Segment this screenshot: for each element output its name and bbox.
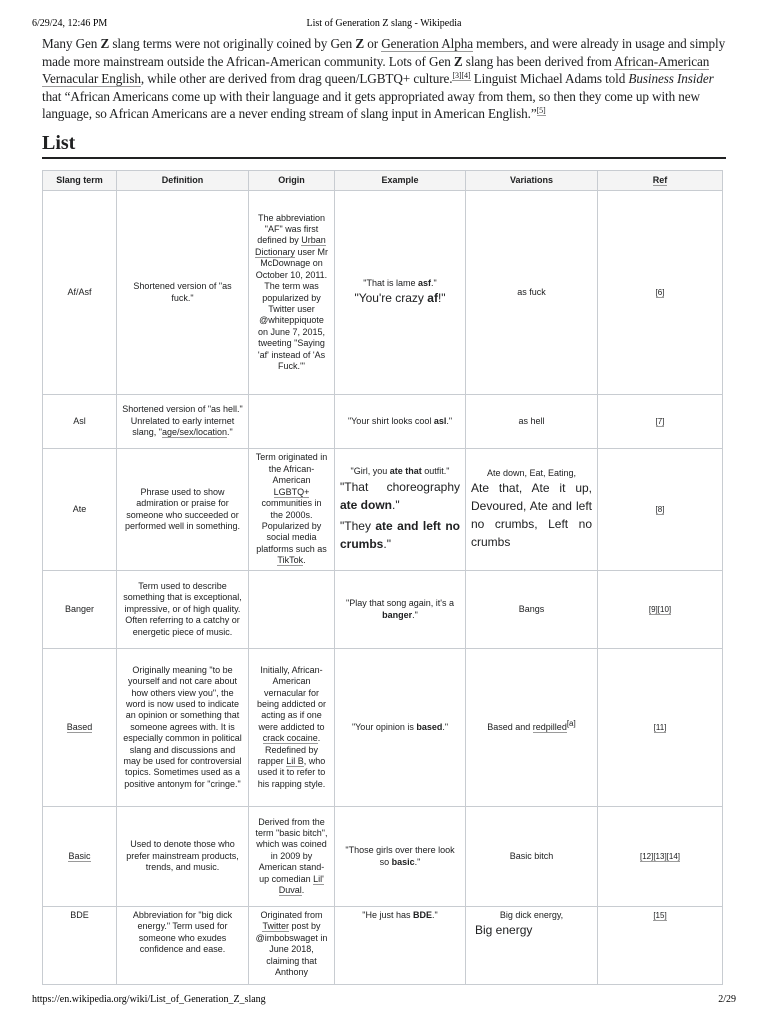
- cell-example: "Girl, you ate that outfit." "That choreography ate down." "They ate and left no crumbs.": [335, 449, 466, 571]
- cell-example: "He just has BDE.": [335, 907, 466, 985]
- table-row: [43, 449, 723, 571]
- cell-origin: [249, 571, 335, 649]
- link-lil-b[interactable]: Lil B: [286, 756, 304, 767]
- cell-term: Af/Asf: [43, 191, 117, 395]
- cell-variations: Based and redpilled[a]: [466, 649, 598, 807]
- cell-origin: The abbreviation "AF" was first defined by Urban Dictionary user Mr McDownage on October 10, 2011. The term was popularized by Twitter user @whiteppiquote on June 7, 2015, tweeting "Saying 'af' instead of 'As Fuck.'": [249, 191, 335, 395]
- cell-definition: Shortened version of "as fuck.": [117, 191, 249, 395]
- table-row: [43, 571, 723, 649]
- cell-definition: Shortened version of "as hell." Unrelated to early internet slang, "age/sex/location.": [117, 395, 249, 449]
- header-variations[interactable]: Variations: [466, 171, 598, 191]
- cell-definition: Term used to describe something that is exceptional, impressive, or of high quality. Often referring to a catchy or energetic piece of music.: [117, 571, 249, 649]
- cell-example: "Play that song again, it's a banger.": [335, 571, 466, 649]
- ref-link[interactable]: [7]: [655, 416, 665, 426]
- cell-term: [43, 807, 117, 907]
- print-page-number: 2/29: [718, 994, 736, 1005]
- cell-variations: Basic bitch: [466, 807, 598, 907]
- section-heading-list: List: [42, 132, 726, 159]
- table-row: [43, 395, 723, 449]
- cell-variations: Big dick energy, Big energy: [466, 907, 598, 985]
- cell-ref: [598, 449, 723, 571]
- link-based[interactable]: Based: [66, 721, 93, 732]
- link-generation-alpha[interactable]: Generation Alpha: [381, 36, 473, 51]
- ref-3[interactable]: [3]: [452, 70, 462, 80]
- cell-variations: Bangs: [466, 571, 598, 649]
- header-definition[interactable]: Definition: [117, 171, 249, 191]
- link-lgbtq[interactable]: LGBTQ+: [273, 486, 310, 497]
- link-crack-cocaine[interactable]: crack cocaine: [262, 733, 318, 744]
- link-aave[interactable]: African-American Vernacular English: [42, 53, 710, 87]
- header-ref[interactable]: Ref: [598, 171, 723, 191]
- note-a[interactable]: [a]: [566, 718, 576, 728]
- ref-link[interactable]: [11]: [653, 722, 667, 732]
- cell-term: Asl: [43, 395, 117, 449]
- link-age-sex-location[interactable]: age/sex/location: [161, 427, 228, 438]
- cell-origin: Derived from the term "basic bitch", which was coined in 2009 by American stand-up comedian Lil' Duval.: [249, 807, 335, 907]
- ref-link[interactable]: [12][13][14]: [639, 851, 681, 861]
- link-basic[interactable]: Basic: [68, 850, 91, 861]
- cell-term: BDE: [43, 907, 117, 985]
- header-example[interactable]: Example: [335, 171, 466, 191]
- ref-5[interactable]: [5]: [536, 105, 546, 115]
- cell-example: "That is lame asf." "You're crazy af!": [335, 191, 466, 395]
- cell-ref: [598, 907, 723, 985]
- link-tiktok[interactable]: TikTok: [277, 555, 304, 566]
- cell-definition: Abbreviation for "big dick energy." Term used for someone who exudes confidence and ease.: [117, 907, 249, 985]
- table-header-row: [43, 171, 723, 191]
- ref-link[interactable]: [6]: [655, 287, 665, 297]
- table-row: [43, 807, 723, 907]
- cell-ref: [598, 191, 723, 395]
- cell-ref: [598, 807, 723, 907]
- cell-example: "Your opinion is based.": [335, 649, 466, 807]
- business-insider-title: Business Insider: [628, 71, 714, 87]
- slang-table: [42, 170, 723, 985]
- ref-link[interactable]: [15]: [653, 911, 667, 920]
- table-row: [43, 649, 723, 807]
- cell-term: [43, 649, 117, 807]
- cell-definition: Used to denote those who prefer mainstream products, trends, and music.: [117, 807, 249, 907]
- cell-definition: Originally meaning "to be yourself and not care about how others view you", the word is now used to indicate an opinion or something that someone agrees with. It is especially common in political slang and discussions and may be used for controversial topics. Sometimes used as a positive antonym for "cringe.": [117, 649, 249, 807]
- cell-origin: Originated from Twitter post by @imbobswaget in June 2018, claiming that Anthony: [249, 907, 335, 985]
- cell-variations: Ate down, Eat, Eating, Ate that, Ate it up, Devoured, Ate and left no crumbs, Left no crumbs: [466, 449, 598, 571]
- ref-link[interactable]: [8]: [655, 504, 665, 514]
- print-page-title: List of Generation Z slang - Wikipedia: [306, 18, 462, 29]
- link-lil-duval[interactable]: Lil' Duval: [278, 873, 324, 896]
- cell-term: Ate: [43, 449, 117, 571]
- cell-ref: [598, 571, 723, 649]
- cell-example: "Those girls over there look so basic.": [335, 807, 466, 907]
- cell-origin: [249, 395, 335, 449]
- ref-4[interactable]: [4]: [461, 70, 471, 80]
- link-urban-dictionary[interactable]: Urban Dictionary: [254, 235, 326, 257]
- ref-link[interactable]: [9][10]: [648, 604, 672, 614]
- cell-ref: [598, 395, 723, 449]
- link-twitter[interactable]: Twitter: [262, 921, 289, 932]
- header-origin[interactable]: Origin: [249, 171, 335, 191]
- table-row: [43, 907, 723, 985]
- cell-example: "Your shirt looks cool asl.": [335, 395, 466, 449]
- print-datetime: 6/29/24, 12:46 PM: [32, 18, 108, 29]
- cell-origin: Initially, African-American vernacular for being addicted or acting as if one were addicted to crack cocaine. Redefined by rapper Lil B, who used it to refer to his rapping style.: [249, 649, 335, 807]
- cell-origin: Term originated in the African-American LGBTQ+ communities in the 2000s. Popularized by social media platforms such as TikTok.: [249, 449, 335, 571]
- cell-variations: as hell: [466, 395, 598, 449]
- cell-term: Banger: [43, 571, 117, 649]
- cell-variations: as fuck: [466, 191, 598, 395]
- link-redpilled[interactable]: redpilled: [532, 721, 567, 732]
- table-row: [43, 191, 723, 395]
- print-url: https://en.wikipedia.org/wiki/List_of_Generation_Z_slang: [32, 994, 266, 1005]
- cell-definition: Phrase used to show admiration or praise for someone who succeeded or performed well in something.: [117, 449, 249, 571]
- header-slang-term[interactable]: Slang term: [43, 171, 117, 191]
- cell-ref: [598, 649, 723, 807]
- intro-paragraph: Many Gen Z slang terms were not originally coined by Gen Z or Generation Alpha members, and were already in usage and simply made more mainstream outside the African-American community. Lots of Gen Z slang has been derived from African-American Vernacular English, while other are derived from drag queen/LGBTQ+ culture.[3][4] Linguist Michael Adams told Business Insider that “African Americans come up with their language and it gets appropriated away from them, so then they come up with new language, so African Americans are a never ending stream of slang input in American English.”[5]: [42, 36, 726, 122]
